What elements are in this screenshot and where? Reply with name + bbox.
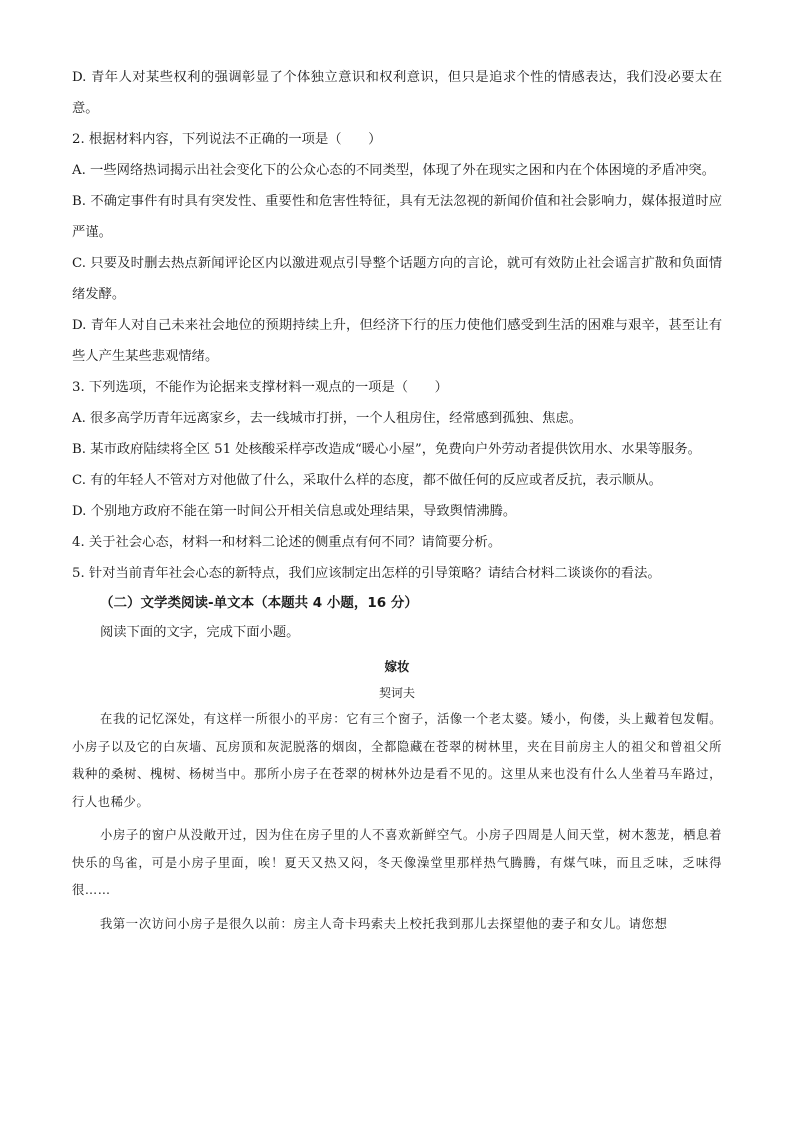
q1-option-d: D. 青年人对某些权利的强调彰显了个体独立意识和权利意识，但只是追求个性的情感表达，我们没必要太在意。 <box>72 70 722 116</box>
q4-stem: 4. 关于社会心态，材料一和材料二论述的侧重点有何不同？请简要分析。 <box>72 535 502 550</box>
q2-stem: 2. 根据材料内容，下列说法不正确的一项是（ ） <box>72 132 382 147</box>
story-author: 契诃夫 <box>378 686 415 700</box>
story-title: 嫁妆 <box>384 659 410 674</box>
document-page <box>72 62 722 944</box>
q5-stem: 5. 针对当前青年社会心态的新特点，我们应该制定出怎样的引导策略？请结合材料二谈谈你的看法。 <box>72 566 661 581</box>
q3-option-b: B. 某市政府陆续将全区 51 处核酸采样亭改造成“暖心小屋”，免费向户外劳动者提供饮用水、水果等服务。 <box>72 442 701 457</box>
q3-option-a: A. 很多高学历青年远离家乡，去一线城市打拼，一个人租房住，经常感到孤独、焦虑。 <box>72 411 583 426</box>
q3-option-c: C. 有的年轻人不管对方对他做了什么，采取什么样的态度，都不做任何的反应或者反抗，表示顺从。 <box>72 473 662 488</box>
q3-option-d: D. 个别地方政府不能在第一时间公开相关信息或处理结果，导致舆情沸腾。 <box>72 504 517 519</box>
q2-option-c: C. 只要及时删去热点新闻评论区内以激进观点引导整个话题方向的言论，就可有效防止社会谣言扩散和负面情绪发酵。 <box>72 256 722 302</box>
q3-stem: 3. 下列选项，不能作为论据来支撑材料一观点的一项是（ ） <box>72 380 448 395</box>
story-paragraph-2: 小房子的窗户从没敞开过，因为住在房子里的人不喜欢新鲜空气。小房子四周是人间天堂，树木葱茏，栖息着快乐的鸟雀，可是小房子里面，唉！夏天又热又闷，冬天像澡堂里那样热气腾腾，有煤气味，而且乏味，乏味得很…… <box>72 828 722 897</box>
story-paragraph-1: 在我的记忆深处，有这样一所很小的平房：它有三个窗子，活像一个老太婆。矮小，佝偻，头上戴着包发帽。小房子以及它的白灰墙、瓦房顶和灰泥脱落的烟囱，全都隐藏在苍翠的树林里，夹在目前房主人的祖父和曾祖父所栽种的桑树、槐树、杨树当中。那所小房子在苍翠的树林外边是看不见的。这里从来也没有什么人坐着马车路过，行人也稀少。 <box>72 712 722 809</box>
section-heading: （二）文学类阅读-单文本（本题共 4 小题，16 分） <box>100 595 418 611</box>
q2-option-d: D. 青年人对自己未来社会地位的预期持续上升，但经济下行的压力使他们感受到生活的困难与艰辛，甚至让有些人产生某些悲观情绪。 <box>72 318 722 364</box>
q2-option-a: A. 一些网络热词揭示出社会变化下的公众心态的不同类型，体现了外在现实之困和内在个体困境的矛盾冲突。 <box>72 163 716 178</box>
story-paragraph-3: 我第一次访问小房子是很久以前：房主人奇卡玛索夫上校托我到那儿去探望他的妻子和女儿。请您想 <box>100 916 668 931</box>
section-instruction: 阅读下面的文字，完成下面小题。 <box>100 625 300 640</box>
q2-option-b: B. 不确定事件有时具有突发性、重要性和危害性特征，具有无法忽视的新闻价值和社会影响力，媒体报道时应严谨。 <box>72 194 722 240</box>
